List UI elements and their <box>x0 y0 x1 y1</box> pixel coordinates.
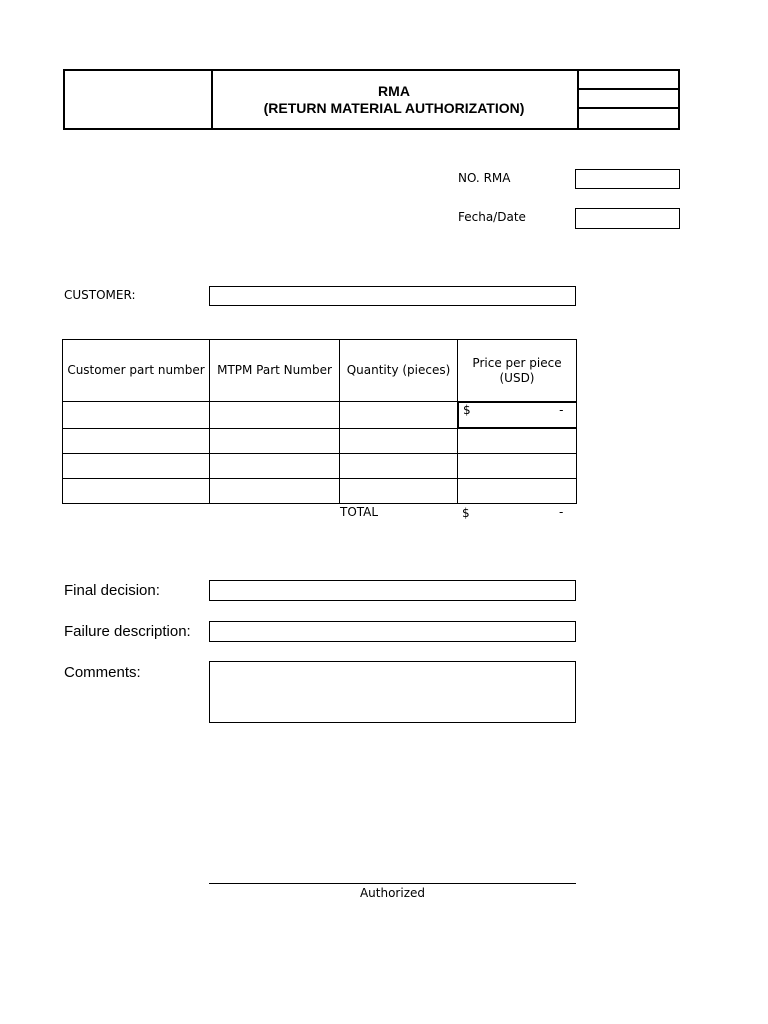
header-side-cell <box>577 109 678 128</box>
rma-header <box>63 69 680 130</box>
final-decision-label: Final decision: <box>64 582 160 599</box>
table-row <box>63 429 577 454</box>
table-cell[interactable] <box>210 454 340 479</box>
signature-label: Authorized <box>359 886 426 900</box>
failure-description-field[interactable] <box>209 621 576 642</box>
table-cell[interactable] <box>210 429 340 454</box>
price-cell[interactable] <box>458 429 577 454</box>
table-cell[interactable] <box>63 479 210 504</box>
comments-label: Comments: <box>64 664 141 681</box>
rma-number-label: NO. RMA <box>458 171 511 185</box>
column-header: Quantity (pieces) <box>340 340 458 402</box>
table-row <box>63 479 577 504</box>
table-cell[interactable] <box>63 429 210 454</box>
customer-label: CUSTOMER: <box>64 288 136 302</box>
logo-cell <box>65 71 213 128</box>
date-field[interactable] <box>575 208 680 229</box>
table-row <box>63 454 577 479</box>
table-cell[interactable] <box>340 402 458 429</box>
table-cell[interactable] <box>210 402 340 429</box>
price-cell[interactable] <box>458 479 577 504</box>
failure-description-label: Failure description: <box>64 623 191 640</box>
table-cell[interactable] <box>63 402 210 429</box>
customer-field[interactable] <box>209 286 576 306</box>
form-title <box>211 71 579 128</box>
table-header-row <box>63 340 577 402</box>
total-currency: $ <box>462 506 470 520</box>
column-header <box>458 340 577 402</box>
table-cell[interactable] <box>63 454 210 479</box>
rma-number-field[interactable] <box>575 169 680 189</box>
currency-symbol: $ <box>463 403 471 417</box>
header-side-cell <box>577 71 678 90</box>
title-line-2: (RETURN MATERIAL AUTHORIZATION) <box>263 99 525 116</box>
price-cell[interactable] <box>458 454 577 479</box>
column-header: Customer part number <box>63 340 210 402</box>
table-cell[interactable] <box>210 479 340 504</box>
table-cell[interactable] <box>340 429 458 454</box>
comments-field[interactable] <box>209 661 576 723</box>
column-header: MTPM Part Number <box>210 340 340 402</box>
date-label: Fecha/Date <box>458 210 526 224</box>
parts-table <box>62 339 577 504</box>
title-line-1: RMA <box>378 82 410 99</box>
header-side-cells <box>577 71 678 128</box>
signature-line[interactable] <box>209 883 576 884</box>
table-cell[interactable] <box>340 454 458 479</box>
total-value: - <box>559 505 564 519</box>
column-header-text: Price per piece (USD) <box>472 355 562 385</box>
total-label: TOTAL <box>340 505 379 519</box>
price-cell[interactable] <box>458 402 577 428</box>
price-value: - <box>559 403 564 417</box>
table-row <box>63 402 577 429</box>
header-side-cell <box>577 90 678 109</box>
table-cell[interactable] <box>340 479 458 504</box>
final-decision-field[interactable] <box>209 580 576 601</box>
